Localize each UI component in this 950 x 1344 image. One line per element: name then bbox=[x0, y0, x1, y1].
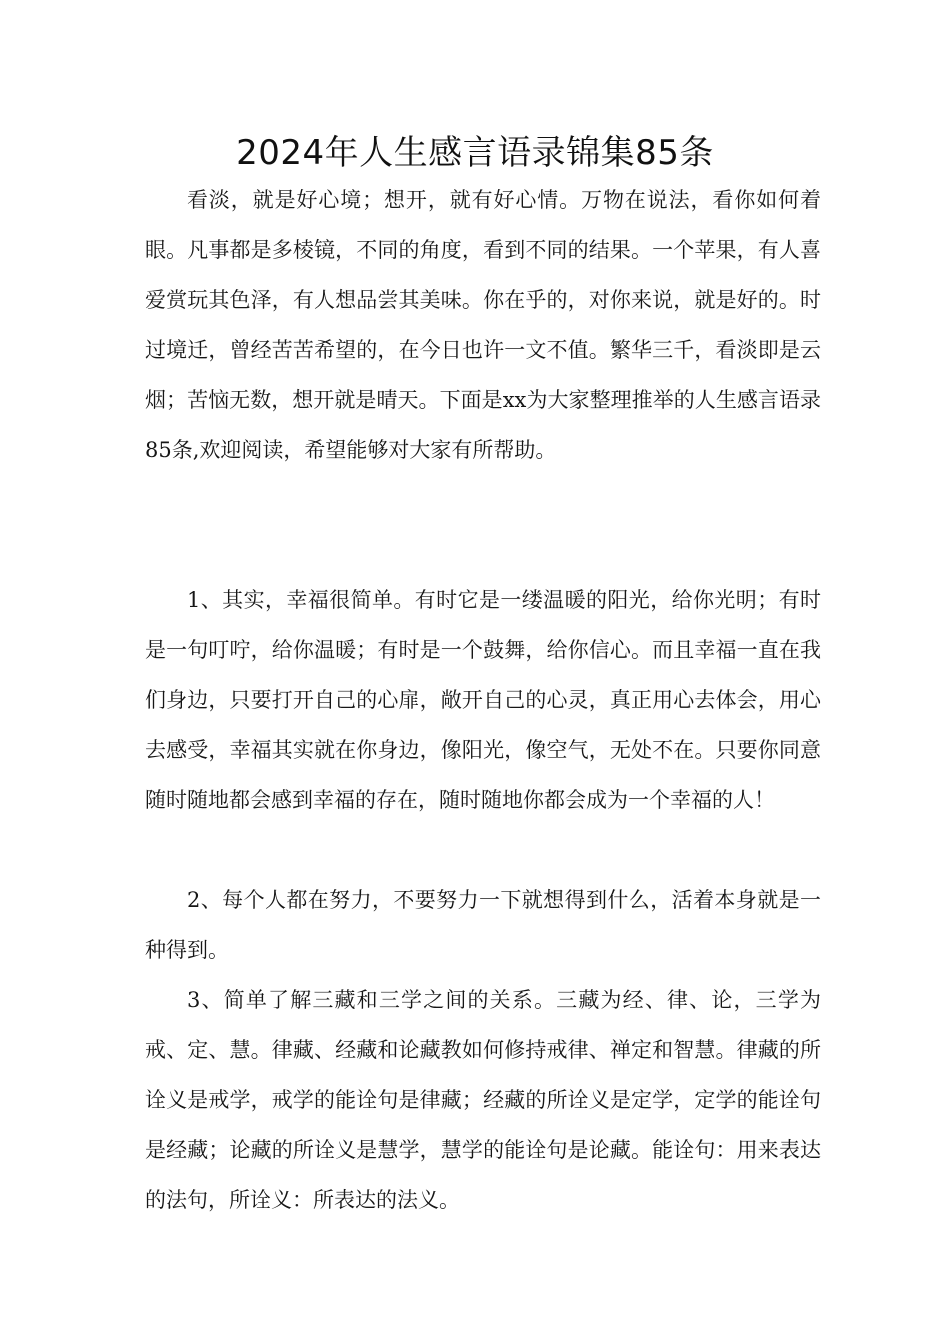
quote-item-3: 3、简单了解三藏和三学之间的关系。三藏为经、律、论，三学为戒、定、慧。律藏、经藏和论藏教如何修持戒律、禅定和智慧。律藏的所诠义是戒学，戒学的能诠句是律藏；经藏的所诠义是定学，定学的能诠句是经藏；论藏的所诠义是慧学，慧学的能诠句是论藏。能诠句：用来表达的法句，所诠义：所表达的法义。 bbox=[145, 988, 821, 1212]
intro-paragraph: 看淡，就是好心境；想开，就有好心情。万物在说法，看你如何着眼。凡事都是多棱镜，不同的角度，看到不同的结果。一个苹果，有人喜爱赏玩其色泽，有人想品尝其美味。你在乎的，对你来说，就是好的。时过境迁，曾经苦苦希望的，在今日也许一文不值。繁华三千，看淡即是云烟；苦恼无数，想开就是晴天。下面是xx为大家整理推举的人生感言语录85条,欢迎阅读，希望能够对大家有所帮助。 bbox=[145, 188, 821, 462]
document-title: 2024年人生感言语录锦集85条 bbox=[236, 133, 714, 173]
quote-item-2: 2、每个人都在努力，不要努力一下就想得到什么，活着本身就是一种得到。 bbox=[145, 888, 821, 962]
quote-item-1: 1、其实，幸福很简单。有时它是一缕温暖的阳光，给你光明；有时是一句叮咛，给你温暖；有时是一个鼓舞，给你信心。而且幸福一直在我们身边，只要打开自己的心扉，敞开自己的心灵，真正用心去体会，用心去感受，幸福其实就在你身边，像阳光，像空气，无处不在。只要你同意随时随地都会感到幸福的存在，随时随地你都会成为一个幸福的人！ bbox=[145, 588, 821, 812]
